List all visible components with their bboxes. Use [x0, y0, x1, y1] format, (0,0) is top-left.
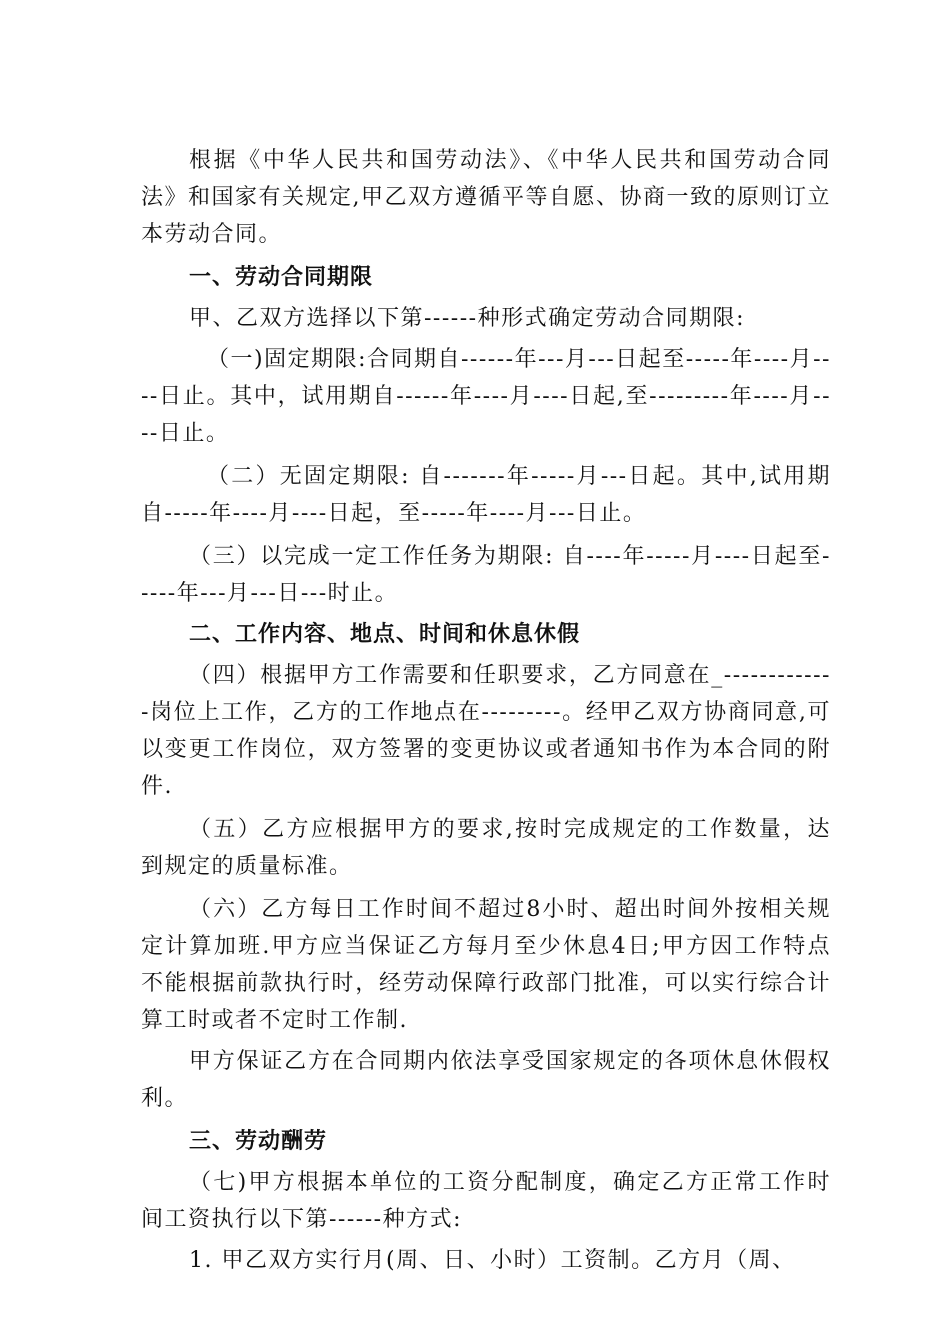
task-term-paragraph: （三）以完成一定工作任务为期限: 自----年-----月----日起至-----年---月---日---时止。 — [141, 544, 831, 606]
section-heading-2: 二、工作内容、地点、时间和休息休假 — [189, 622, 581, 647]
open-term-paragraph: （二）无固定期限: 自-------年-----月---日起。其中,试用期自-----年----月----日起，至-----年----月---日止。 — [141, 464, 831, 526]
section-heading-3: 三、劳动酬劳 — [189, 1129, 328, 1154]
wage-system-paragraph: （七)甲方根据本单位的工资分配制度，确定乙方正常工作时间工资执行以下第------种方式: — [141, 1170, 831, 1232]
work-quantity-paragraph: （五）乙方应根据甲方的要求,按时完成规定的工作数量，达到规定的质量标准。 — [141, 817, 831, 879]
section-heading-1: 一、劳动合同期限 — [189, 265, 374, 290]
rest-rights-paragraph: 甲方保证乙方在合同期内依法享受国家规定的各项休息休假权利。 — [141, 1049, 831, 1111]
fixed-term-paragraph: （一)固定期限:合同期自------年---月---日起至-----年----月----日止。其中，试用期自------年----月----日起,至---------年----月----日止。 — [141, 347, 831, 446]
work-hours-paragraph: （六）乙方每日工作时间不超过8小时、超出时间外按相关规定计算加班.甲方应当保证乙方每月至少休息4日;甲方因工作特点不能根据前款执行时，经劳动保障行政部门批准，可以实行综合计算工时或者不定时工作制. — [141, 897, 831, 1033]
job-content-paragraph: （四）根据甲方工作需要和任职要求，乙方同意在_-------------岗位上工作，乙方的工作地点在---------。经甲乙双方协商同意,可以变更工作岗位，双方签署的变更协议或者通知书作为本合同的附件. — [141, 663, 831, 799]
wage-type-paragraph: 1. 甲乙双方实行月(周、日、小时）工资制。乙方月（周、 — [189, 1248, 796, 1273]
intro-paragraph: 根据《中华人民共和国劳动法》、《中华人民共和国劳动合同法》和国家有关规定,甲乙双方遵循平等自愿、协商一致的原则订立本劳动合同。 — [141, 148, 831, 247]
document-body — [141, 142, 831, 1279]
contract-term-choice-paragraph: 甲、乙双方选择以下第------种形式确定劳动合同期限: — [189, 306, 746, 331]
